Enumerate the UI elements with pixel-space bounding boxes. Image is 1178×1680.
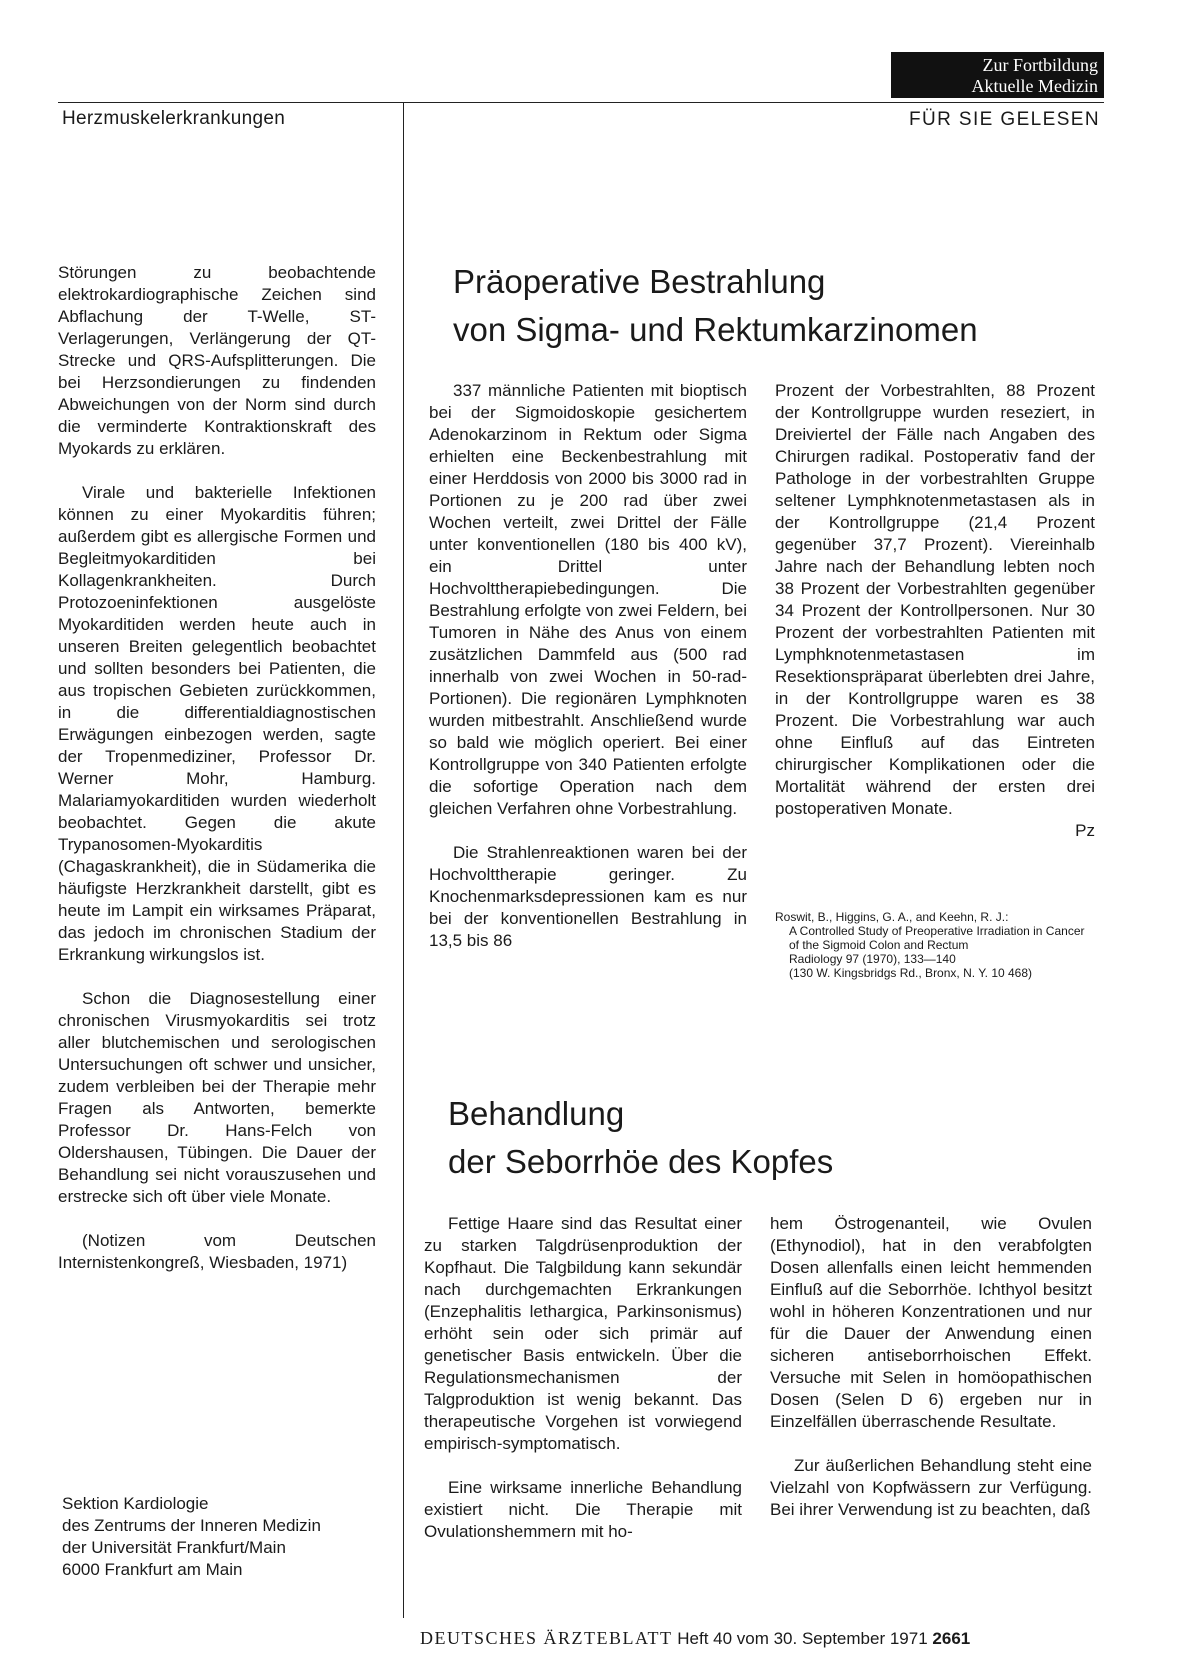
reference-journal: Radiology 97 (1970), 133—140 (789, 952, 956, 966)
section-heading-left: Herzmuskelerkrankungen (62, 108, 286, 129)
article-2-title-line-1: Behandlung (448, 1095, 625, 1132)
left-column (58, 262, 376, 1296)
section-heading-right: FÜR SIE GELESEN (909, 109, 1100, 130)
footer-page-number: 2661 (932, 1629, 971, 1648)
address-line-4: 6000 Frankfurt am Main (62, 1560, 243, 1579)
article-2-column-1 (424, 1213, 742, 1565)
article-2-paragraph-3: hem Östrogenanteil, wie Ovulen (Ethynodiol), hat in den verabfolgten Dosen allenfalls einen leicht hemmenden Einfluß auf die Seborrhöe. Ichthyol besitzt wohl in höheren Konzentrationen und nur für die Dauer der Anwendung einen sicheren antiseborrhoischen Effekt. Versuche mit Selen in homöopathischen Dosen (Selen D 6) ergeben nur in Einzelfällen überraschende Resultate. (770, 1214, 1092, 1431)
article-1-signature: Pz (1075, 821, 1095, 840)
article-1-paragraph-1: 337 männliche Patienten mit bioptisch bei der Sigmoidoskopie gesichertem Adenokarzinom in Rektum oder Sigma erhielten eine Beckenbestrahlung mit einer Herddosis von 2000 bis 3000 rad in Portionen zu je 200 rad über zwei Wochen verteilt, zwei Drittel der Fälle unter konventionellen (180 bis 400 kV), ein Drittel unter Hochvolttherapiebedingungen. Die Bestrahlung erfolgte von zwei Feldern, bei Tumoren in Nähe des Anus von einem zusätzlichen Dammfeld aus (500 rad innerhalb von zwei Wochen in 50-rad-Portionen). Die regionären Lymphknoten wurden mitbestrahlt. Anschließend wurde so bald wie möglich operiert. Bei einer Kontrollgruppe von 340 Patienten erfolgte die sofortige Operation nach dem gleichen Verfahren ohne Vorbestrahlung. (429, 381, 747, 818)
badge-line-2: Aktuelle Medizin (971, 76, 1098, 96)
page-footer (420, 1628, 970, 1649)
article-1-paragraph-2: Die Strahlenreaktionen waren bei der Hochvolttherapie geringer. Zu Knochenmarksdepressionen kam es nur bei der konventionellen Bestrahlung in 13,5 bis 86 (429, 843, 747, 950)
left-paragraph-source: (Notizen vom Deutschen Internistenkongreß, Wiesbaden, 1971) (58, 1231, 376, 1272)
article-1-title-line-2: von Sigma- und Rektumkarzinomen (453, 311, 978, 348)
article-2-title (448, 1090, 1088, 1186)
article-1-column-2 (775, 380, 1095, 842)
article-2-paragraph-1: Fettige Haare sind das Resultat einer zu starken Talgdrüsenproduktion der Kopfhaut. Die Talgbildung kann sekundär nach durchgemachten Erkrankungen (Enzephalitis lethargica, Parkinsonismus) erhöht sein oder sich primär auf genetischer Basis entwickeln. Über die Regulationsmechanismen der Talgproduktion ist wenig bekannt. Das therapeutische Vorgehen ist vorwiegend empirisch-symptomatisch. (424, 1214, 742, 1453)
article-1-title (453, 258, 1093, 354)
reference-authors: Roswit, B., Higgins, G. A., and Keehn, R. J.: (775, 910, 1009, 924)
reference-title: A Controlled Study of Preoperative Irradiation in Cancer of the Sigmoid Colon and Rectum (789, 924, 1085, 952)
section-badge (891, 52, 1104, 98)
address-line-1: Sektion Kardiologie (62, 1494, 209, 1513)
article-2-column-2 (770, 1213, 1092, 1543)
address-line-3: der Universität Frankfurt/Main (62, 1538, 286, 1557)
author-address (62, 1493, 321, 1581)
article-2-paragraph-2: Eine wirksame innerliche Behandlung existiert nicht. Die Therapie mit Ovulationshemmern mit ho- (424, 1478, 742, 1541)
article-1-title-line-1: Präoperative Bestrahlung (453, 263, 826, 300)
article-2-paragraph-4: Zur äußerlichen Behandlung steht eine Vielzahl von Kopfwässern zur Verfügung. Bei ihrer Verwendung ist zu beachten, daß (770, 1456, 1092, 1519)
article-1-column-1 (429, 380, 747, 974)
footer-masthead: DEUTSCHES ÄRZTEBLATT (420, 1628, 673, 1648)
left-paragraph-1: Störungen zu beobachtende elektrokardiographische Zeichen sind Abflachung der T-Welle, ST-Verlagerungen, Verlängerung der QT-Strecke und QRS-Aufsplitterungen. Die bei Herzsondierungen zu findenden Abweichungen von der Norm sind durch die verminderte Kontraktionskraft des Myokards zu erklären. (58, 263, 376, 458)
left-paragraph-3: Schon die Diagnosestellung einer chronischen Virusmyokarditis sei trotz aller blutchemischen und serologischen Untersuchungen oft schwer und unsicher, zudem verbleiben bei der Therapie mehr Fragen als Antworten, bemerkte Professor Dr. Hans-Felch von Oldershausen, Tübingen. Die Dauer der Behandlung sei nicht vorauszusehen und erstrecke sich oft über viele Monate. (58, 989, 376, 1206)
footer-issue: Heft 40 vom 30. September 1971 (677, 1629, 928, 1648)
column-divider (403, 103, 404, 1618)
reference-address: (130 W. Kingsbridgs Rd., Bronx, N. Y. 10 468) (789, 966, 1033, 980)
header-rule (58, 102, 1104, 103)
badge-line-1: Zur Fortbildung (982, 55, 1098, 75)
article-1-paragraph-3: Prozent der Vorbestrahlten, 88 Prozent der Kontrollgruppe wurden reseziert, in Dreiviertel der Fälle nach Angaben des Chirurgen radikal. Postoperativ fand der Pathologe in der vorbestrahlten Gruppe seltener Lymphknotenmetastasen als in der Kontrollgruppe (21,4 Prozent gegenüber 37,7 Prozent). Viereinhalb Jahre nach der Behandlung lebten noch 38 Prozent der Vorbestrahlten gegenüber 34 Prozent der Kontrollpersonen. Nur 30 Prozent der vorbestrahlten Patienten mit Lymphknotenmetastasen im Resektionspräparat überlebten drei Jahre, in der Kontrollgruppe waren es 38 Prozent. Die Vorbestrahlung war auch ohne Einfluß auf das Eintreten chirurgischer Komplikationen oder die Mortalität während der ersten drei postoperativen Monate. (775, 381, 1095, 818)
article-2-title-line-2: der Seborrhöe des Kopfes (448, 1143, 834, 1180)
article-1-reference (775, 910, 1095, 980)
left-paragraph-2: Virale und bakterielle Infektionen können zu einer Myokarditis führen; außerdem gibt es allergische Formen und Begleitmyokarditiden bei Kollagenkrankheiten. Durch Protozoeninfektionen ausgelöste Myokarditiden werden heute auch in unseren Breiten gelegentlich beobachtet und sollten besonders bei Patienten, die aus tropischen Gebieten zurückkommen, in die differentialdiagnostischen Erwägungen einbezogen werden, sagte der Tropenmediziner, Professor Dr. Werner Mohr, Hamburg. Malariamyokarditiden wurden wiederholt beobachtet. Gegen die akute Trypanosomen-Myokarditis (Chagaskrankheit), die in Südamerika die häufigste Herzkrankheit darstellt, gibt es heute im Lampit ein wirksames Präparat, das jedoch im chronischen Stadium der Erkrankung wirkungslos ist. (58, 483, 376, 964)
address-line-2: des Zentrums der Inneren Medizin (62, 1516, 321, 1535)
